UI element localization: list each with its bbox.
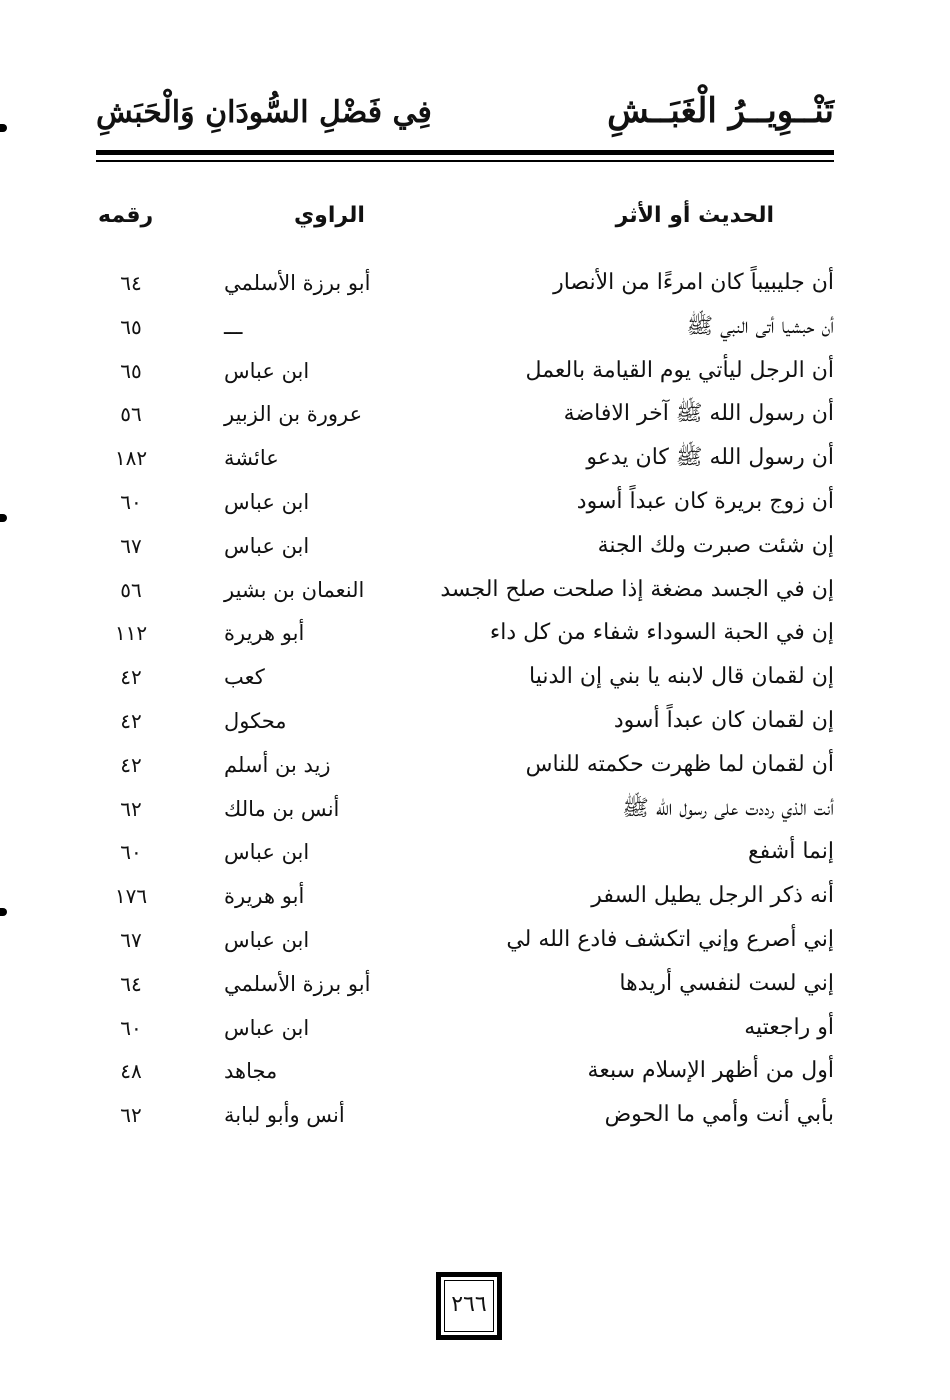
page-number-frame [436, 1272, 502, 1340]
hadith-text: إنما أشفع [747, 839, 834, 865]
index-table [96, 262, 834, 1138]
hadith-number: ١٧٦ [114, 884, 148, 909]
hadith-text: إن لقمان قال لابنه يا بني إن الدنيا [529, 664, 834, 690]
hadith-text: إن في الجسد مضغة إذا صلحت صلح الجسد [440, 576, 834, 602]
rawi-name: النعمان بن بشير [224, 577, 365, 602]
table-row [96, 569, 834, 613]
table-row [96, 350, 834, 394]
rawi-name: ابن عباس [224, 1015, 310, 1040]
table-row [96, 1007, 834, 1051]
table-row [96, 306, 834, 350]
hadith-number: ١١٢ [114, 621, 148, 646]
table-row [96, 744, 834, 788]
rawi-name: مجاهد [224, 1059, 278, 1084]
hadith-number: ٦٧ [120, 533, 142, 558]
hadith-number: ٦٧ [120, 927, 142, 952]
column-headers [96, 196, 834, 240]
hadith-text: أن جليبيباً كان امرءًا من الأنصار [553, 270, 834, 295]
hadith-text: أنه ذكر الرجل يطيل السفر [591, 883, 834, 909]
hadith-number: ٤٢ [120, 752, 142, 777]
hadith-number: ٤٢ [120, 665, 142, 690]
rawi-name: ابن عباس [224, 533, 310, 558]
margin-mark [0, 908, 7, 916]
rawi-name: كعب [224, 665, 265, 690]
hadith-number: ٦٥ [120, 314, 142, 339]
table-row [96, 788, 834, 832]
header-rule-thick [96, 150, 834, 155]
table-row [96, 963, 834, 1007]
hadith-text: أن رسول الله ﷺ آخر الافاضة [563, 401, 834, 427]
hadith-text: بأبي أنت وأمي ما الحوض [604, 1102, 834, 1128]
rawi-name: عرورة بن الزبير [224, 402, 363, 427]
rawi-name: أبو برزة الأسلمي [224, 271, 371, 295]
rawi-name: ـــ [224, 314, 243, 339]
table-row [96, 481, 834, 525]
rawi-name: ابن عباس [224, 927, 310, 952]
hadith-number: ١٨٢ [114, 446, 148, 471]
hadith-number: ٦٤ [120, 971, 142, 996]
header-rule-thin [96, 160, 834, 162]
book-subtitle: فِي فَضْلِ السُّودَانِ وَالْحَبَشِ [96, 95, 432, 130]
column-header-hadith: الحديث أو الأثر [615, 203, 774, 228]
table-row [96, 875, 834, 919]
table-row [96, 437, 834, 481]
hadith-number: ٦٤ [120, 271, 142, 295]
table-row [96, 393, 834, 437]
table-row [96, 525, 834, 569]
table-row [96, 831, 834, 875]
table-row [96, 656, 834, 700]
hadith-text: إن لقمان كان عبداً أسود [613, 707, 834, 733]
rawi-name: زيد بن أسلم [224, 752, 331, 777]
rawi-name: ابن عباس [224, 489, 310, 514]
hadith-text: أن لقمان لما ظهرت حكمته للناس [525, 751, 834, 777]
margin-mark [0, 124, 7, 132]
hadith-number: ٥٦ [120, 577, 142, 602]
hadith-number: ٦٢ [120, 1103, 142, 1128]
hadith-number: ٦٠ [120, 840, 142, 865]
column-header-number: رقمه [98, 203, 154, 228]
rawi-name: أنس وأبو لبابة [224, 1103, 345, 1128]
hadith-number: ٥٦ [120, 402, 142, 427]
rawi-name: أبو برزة الأسلمي [224, 971, 371, 996]
rawi-name: ابن عباس [224, 840, 310, 865]
hadith-number: ٤٢ [120, 708, 142, 733]
hadith-text: إني أصرع وإني اتكشف فادع الله لي [506, 926, 834, 952]
table-row [96, 700, 834, 744]
rawi-name: محكول [224, 708, 287, 733]
hadith-text: أن رسول الله ﷺ كان يدعو [586, 445, 834, 471]
hadith-text: أن حبشيا أتى النبي ﷺ [686, 313, 834, 339]
hadith-number: ٦٢ [120, 796, 142, 821]
table-row [96, 1094, 834, 1138]
hadith-number: ٤٨ [120, 1059, 142, 1084]
running-header [96, 88, 834, 148]
rawi-name: ابن عباس [224, 358, 310, 383]
hadith-text: أو راجعتيه [744, 1014, 834, 1040]
hadith-text: أن زوج بريرة كان عبداً أسود [576, 488, 834, 514]
table-row [96, 262, 834, 306]
hadith-text: أنت الذي رددت على رسول الله ﷺ [622, 795, 834, 821]
column-header-rawi: الراوي [294, 203, 365, 228]
hadith-text: أول من أظهر الإسلام سبعة [587, 1058, 834, 1084]
hadith-number: ٦٥ [120, 358, 142, 383]
hadith-text: إن شئت صبرت ولك الجنة [597, 532, 834, 558]
hadith-number: ٦٠ [120, 489, 142, 514]
table-row [96, 919, 834, 963]
rawi-name: أنس بن مالك [224, 796, 340, 821]
hadith-text: إني لست لنفسي أريدها [619, 970, 834, 996]
page-number: ٢٦٦ [451, 1292, 487, 1317]
hadith-text: إن في الحبة السوداء شفاء من كل داء [489, 620, 834, 646]
table-row [96, 612, 834, 656]
table-row [96, 1050, 834, 1094]
hadith-text: أن الرجل ليأتي يوم القيامة بالعمل [525, 357, 834, 383]
rawi-name: أبو هريرة [224, 621, 305, 646]
margin-mark [0, 514, 7, 522]
rawi-name: أبو هريرة [224, 884, 305, 909]
rawi-name: عائشة [224, 446, 279, 471]
hadith-number: ٦٠ [120, 1015, 142, 1040]
book-title: تَنْــوِيــرُ الْغَبَــشِ [607, 91, 834, 131]
